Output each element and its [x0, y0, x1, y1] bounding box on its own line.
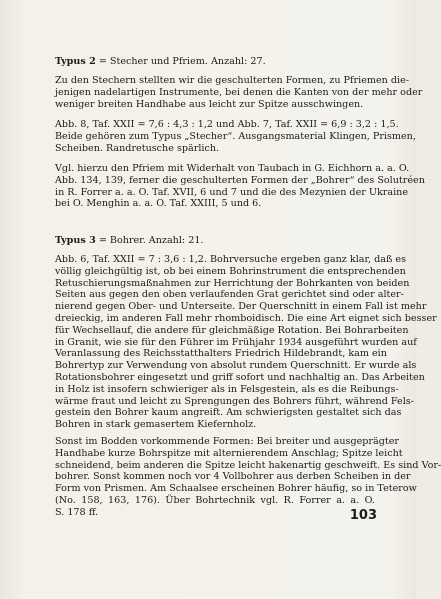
text-line: Sonst im Bodden vorkommende Formen: Bei breiter und ausgeprägter [55, 436, 399, 447]
text-line: Abb. 8, Taf. XXII = 7,6 : 4,3 : 1,2 und Abb. 7, Taf. XXII = 6,9 : 3,2 : 1,5. [55, 119, 399, 130]
page-number: 103 [349, 508, 377, 523]
typus-3-paragraph-1 [55, 254, 437, 431]
text-line: Zu den Stechern stellten wir die geschulterten Formen, zu Pfriemen die- [55, 75, 410, 86]
typus-2-label: Typus 2 [55, 56, 96, 67]
text-line: Form von Prismen. Am Schaalsee erscheinen Bohrer häufig, so in Teterow [55, 483, 417, 495]
text-line: Retuschierungsmaßnahmen zur Herrichtung der Bohrkanten von beiden [55, 277, 410, 289]
typus-2-paragraph-1 [55, 75, 423, 110]
text-line: in Granit, wie sie für den Führer im Frühjahr 1934 ausgeführt wurden auf [55, 336, 417, 348]
text-line: Seiten aus gegen den oben verlaufenden Grat gerichtet sind oder alter- [55, 289, 404, 301]
typus-3-paragraph-2 [55, 436, 441, 519]
text-line: Scheiben. Randretusche spärlich. [55, 142, 220, 154]
text-line: gestein den Bohrer kaum angreift. Am schwierigsten gestaltet sich das [55, 407, 402, 419]
text-line: (No. 158, 163, 176). Über Bohrtechnik vgl. R. Forrer a. a. O. [55, 494, 375, 506]
text-line: weniger breiten Handhabe aus leicht zur Spitze ausschwingen. [55, 98, 364, 110]
text-line: Vgl. hierzu den Pfriem mit Widerhalt von Taubach in G. Eichhorn a. a. O. [55, 163, 410, 174]
text-line: in Holz ist insofern schwieriger als in Felsgestein, als es die Reibungs- [55, 383, 399, 395]
text-line: S. 178 ff. [55, 506, 99, 518]
text-line: in R. Forrer a. a. O. Taf. XVII, 6 und 7 und die des Mezynien der Ukraine [55, 186, 409, 198]
typus-2-paragraph-3 [55, 163, 425, 210]
text-line: bei O. Menghin a. a. O. Taf. XXIII, 5 und 6. [55, 198, 262, 210]
text-line: Rotationsbohrer eingesetzt und griff sofort und nachhaltig an. Das Arbeiten [55, 371, 425, 383]
typus-2-title: = Stecher und Pfriem. Anzahl: 27. [95, 56, 266, 67]
text-line: Abb. 134, 139, ferner die geschulterten Formen der „Bohrer“ des Solutréen [55, 174, 425, 186]
typus-3-heading [55, 235, 375, 247]
text-line: Handhabe kurze Bohrspitze mit alternierendem Anschlag; Spitze leicht [55, 447, 403, 459]
text-line: schneidend, beim anderen die Spitze leicht hakenartig geschweift. Es sind Vor- [55, 459, 441, 471]
text-line: Bohren in stark gemasertem Kiefernholz. [55, 419, 257, 431]
text-line: nierend gegen Ober- und Unterseite. Der Querschnitt in einem Fall ist mehr [55, 301, 427, 313]
text-line: wärme fraut und leicht zu Sprengungen des Bohrers führt, während Fels- [55, 395, 414, 407]
typus-3-label: Typus 3 [55, 235, 96, 246]
typus-2-paragraph-2 [55, 119, 416, 154]
text-line: Bohrertyp zur Verwendung von absolut rundem Querschnitt. Er wurde als [55, 360, 417, 372]
text-line: völlig gleichgültig ist, ob bei einem Bohrinstrument die entsprechenden [55, 265, 406, 277]
text-line: für Wechsellauf, die andere für gleichmäßige Rotation. Bei Bohrarbeiten [55, 324, 409, 336]
text-line: bohrer. Sonst kommen noch vor 4 Vollbohrer aus derben Scheiben in der [55, 471, 411, 483]
text-line: jenigen nadelartigen Instrumente, bei denen die Kanten von der mehr oder [55, 86, 423, 98]
text-line: Beide gehören zum Typus „Stecher“. Ausgangsmaterial Klingen, Prismen, [55, 130, 416, 142]
typus-3-title: = Bohrer. Anzahl: 21. [95, 235, 204, 246]
text-line: Veranlassung des Reichsstatthalters Friedrich Hildebrandt, kam ein [55, 348, 387, 360]
typus-2-heading [55, 56, 375, 68]
text-line: dreieckig, im anderen Fall mehr rhomboidisch. Die eine Art eignet sich besser [55, 312, 437, 324]
text-line: Abb. 6, Taf. XXII = 7 : 3,6 : 1,2. Bohrversuche ergeben ganz klar, daß es [55, 254, 407, 265]
